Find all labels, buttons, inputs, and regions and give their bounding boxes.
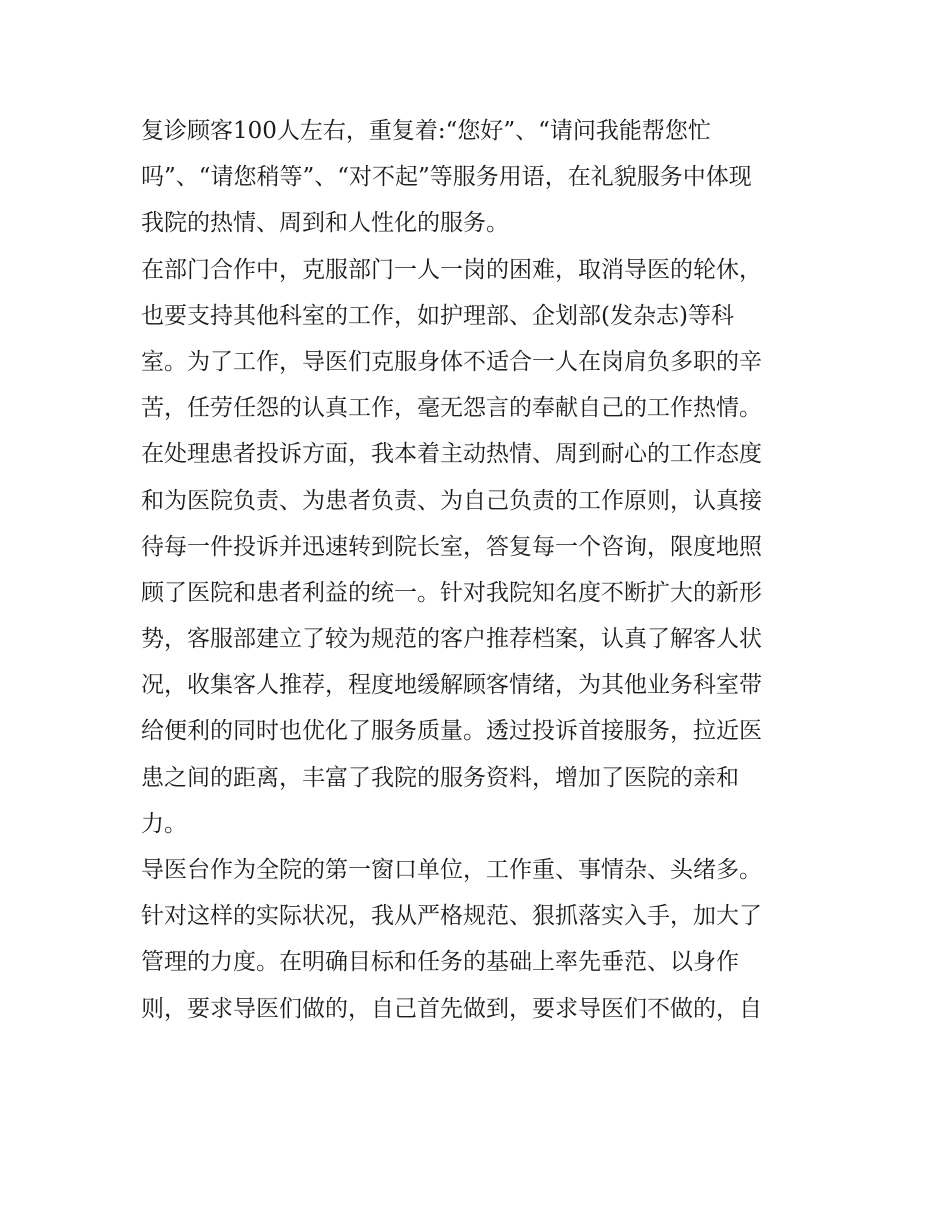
text-line: 吗”、“请您稍等”、“对不起”等服务用语，在礼貌服务中体现 — [141, 164, 752, 191]
text-line: 况，收集客人推荐，程度地缓解顾客情绪，为其他业务科室带 — [141, 672, 762, 699]
text-line: 势，客服部建立了较为规范的客户推荐档案，认真了解客人状 — [141, 626, 762, 653]
text-line: 给便利的同时也优化了服务质量。透过投诉首接服务，拉近医 — [141, 718, 762, 745]
text-line: 顾了医院和患者利益的统一。针对我院知名度不断扩大的新形 — [141, 579, 762, 606]
text-line: 则，要求导医们做的，自己首先做到，要求导医们不做的，自 — [141, 995, 762, 1022]
text-line: 在部门合作中，克服部门一人一岗的困难，取消导医的轮休， — [141, 256, 762, 283]
body-text — [141, 108, 813, 1032]
text-line: 复诊顾客100人左右，重复着:“您好”、“请问我能帮您忙 — [141, 118, 711, 144]
text-line: 待每一件投诉并迅速转到院长室，答复每一个咨询，限度地照 — [141, 533, 762, 560]
text-line: 我院的热情、周到和人性化的服务。 — [141, 210, 509, 237]
text-line: 患之间的距离，丰富了我院的服务资料，增加了医院的亲和 — [141, 764, 739, 791]
text-line: 导医台作为全院的第一窗口单位，工作重、事情杂、头绪多。 — [141, 857, 762, 883]
text-line: 管理的力度。在明确目标和任务的基础上率先垂范、以身作 — [141, 949, 739, 976]
text-line: 在处理患者投诉方面，我本着主动热情、周到耐心的工作态度 — [141, 441, 762, 468]
text-line: 苦，任劳任怨的认真工作，毫无怨言的奉献自己的工作热情。 — [141, 395, 762, 422]
text-line: 针对这样的实际状况，我从严格规范、狠抓落实入手，加大了 — [141, 903, 762, 930]
text-line: 力。 — [141, 810, 187, 837]
text-line: 和为医院负责、为患者负责、为自己负责的工作原则，认真接 — [141, 487, 762, 514]
text-line: 也要支持其他科室的工作，如护理部、企划部(发杂志)等科 — [141, 302, 734, 329]
text-line: 室。为了工作，导医们克服身体不适合一人在岗肩负多职的辛 — [141, 348, 762, 375]
